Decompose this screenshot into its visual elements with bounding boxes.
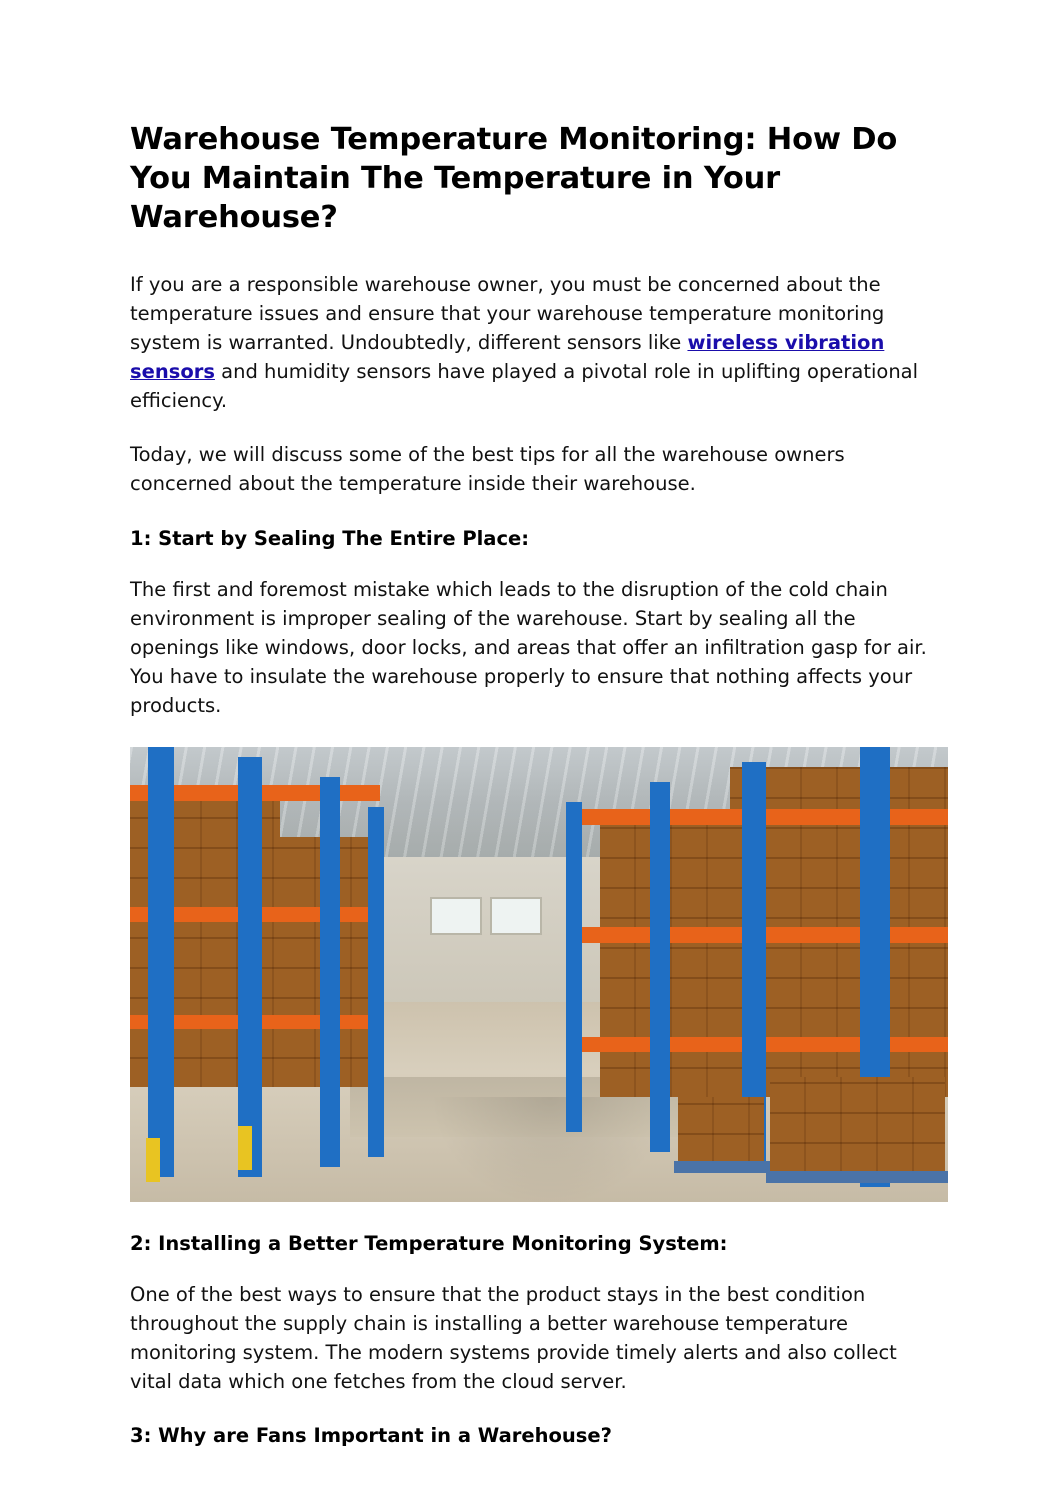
column-guard [146,1138,160,1182]
rack-upright [148,747,174,1177]
pallet [674,1161,770,1173]
window-icon [490,897,542,935]
floor-boxes [770,1077,945,1172]
column-guard [238,1126,252,1170]
floor-boxes [678,1097,764,1163]
heading-section-1: 1: Start by Sealing The Entire Place: [130,527,530,551]
rack-upright [566,802,582,1132]
pallet [766,1171,948,1183]
rack-upright [320,777,340,1167]
rack-upright [238,757,262,1177]
wireless-vibration-sensors-link[interactable]: wireless vibration sensors [130,330,885,383]
rack-upright [368,807,384,1157]
warehouse-interior-image [130,747,948,1202]
section-2-paragraph: One of the best ways to ensure that the product stays in the best condition throughout the supply chain is installing a better warehouse temperature monitoring system. The modern systems provide timely alerts and also collect vital data which one fetches from the cloud server. [130,1283,897,1393]
aisle-shadow [430,1097,670,1202]
window-icon [430,897,482,935]
intro-text-before-link: If you are a responsible warehouse owner, you must be concerned about the temperature issues and ensure that your warehouse temperature monitoring system is warranted. Undoubtedly, different sensors like [130,273,885,354]
heading-section-2: 2: Installing a Better Temperature Monitoring System: [130,1231,728,1255]
intro-text-after-link: and humidity sensors have played a pivotal role in uplifting operational efficiency. [130,359,919,412]
intro-paragraph [130,271,928,415]
heading-section-3: 3: Why are Fans Important in a Warehouse? [130,1424,612,1448]
section-1-paragraph: The first and foremost mistake which leads to the disruption of the cold chain environment is improper sealing of the warehouse. Start by sealing all the openings like windows, door locks, and areas that offer an infiltration gasp for air. You have to insulate the warehouse properly to ensure that nothing affects your products. [130,578,927,717]
rack-upright [650,782,670,1152]
second-paragraph: Today, we will discuss some of the best tips for all the warehouse owners concerned about the temperature inside their warehouse. [130,443,845,496]
page-title: Warehouse Temperature Monitoring: How Do You Maintain The Temperature in Your Warehouse? [130,122,898,236]
